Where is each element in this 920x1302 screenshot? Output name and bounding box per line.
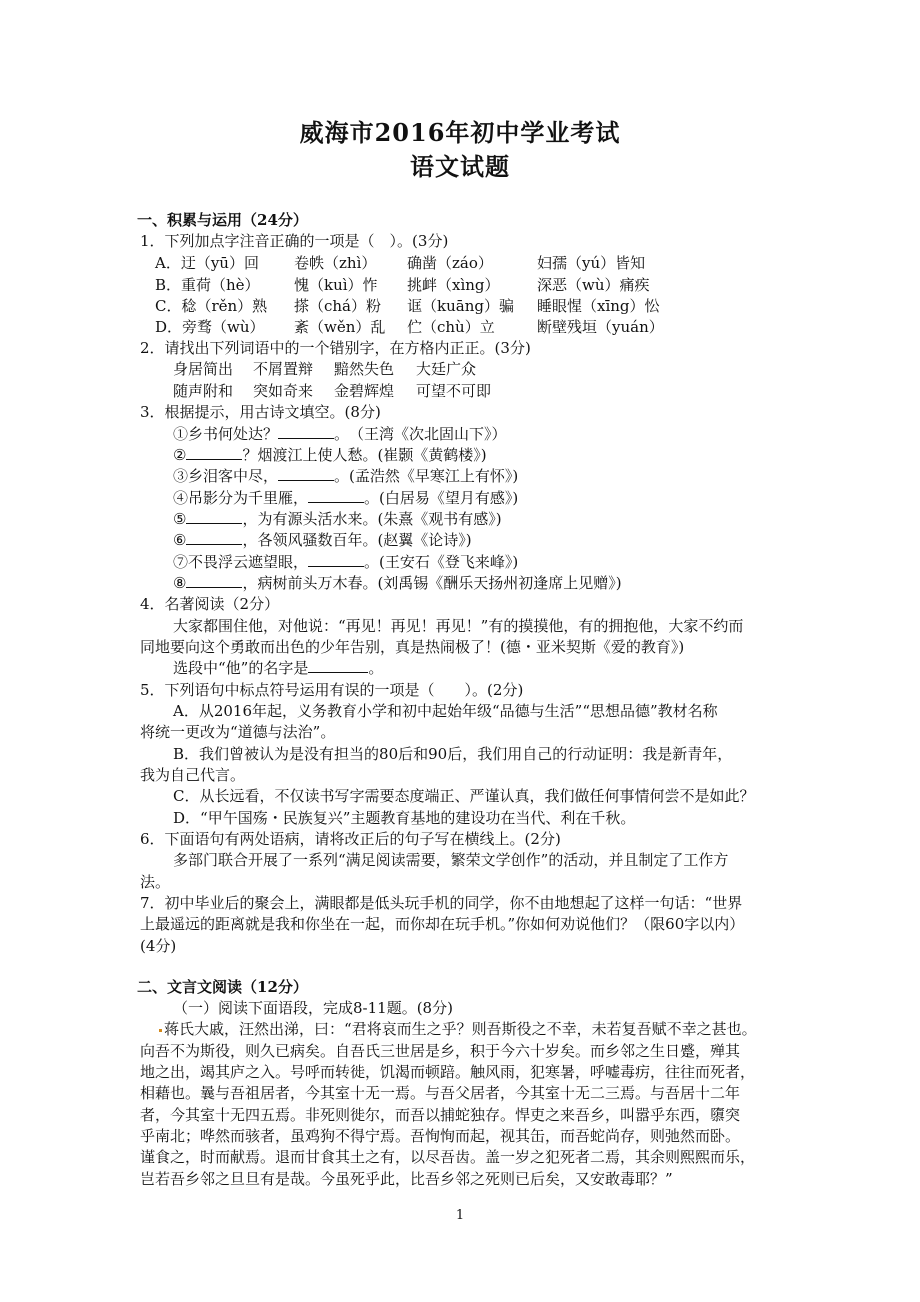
exam-subtitle: 语文试题 xyxy=(410,152,510,181)
q6-stem: 6．下面语句有两处语病，请将改正后的句子写在横线上。(2分) xyxy=(140,830,561,848)
q2-word: 大廷广众 xyxy=(416,360,477,378)
answer-blank[interactable] xyxy=(308,488,364,503)
q1-c-3: 诓（kuāng）骗 xyxy=(407,297,514,315)
q3-item-text: ①乡书何处达？ xyxy=(173,425,279,443)
q1-c-1: C．稔（rěn）熟 xyxy=(155,297,268,315)
q2-word: 身居简出 xyxy=(173,360,234,378)
q2-word: 金碧辉煌 xyxy=(334,382,395,400)
section-1-heading: 一、积累与运用（24分） xyxy=(137,211,308,229)
q2-word: 可望不可即 xyxy=(416,382,492,400)
q6-sentence: 多部门联合开展了一系列“满足阅读需要，繁荣文学创作”的活动，并且制定了工作方 xyxy=(173,851,729,869)
passage-line: 谨食之，时而献焉。退而甘食其土之有，以尽吾齿。盖一岁之犯死者二焉，其余则熙熙而乐， xyxy=(140,1148,756,1166)
q3-item-text: ⑤ xyxy=(173,510,187,528)
q3-item-text: ⑥ xyxy=(173,531,187,549)
q3-item-7 xyxy=(173,552,518,572)
q4-question xyxy=(173,658,383,678)
q5-stem: 5．下列语句中标点符号运用有误的一项是（ ）。(2分) xyxy=(140,681,524,699)
q3-stem: 3．根据提示，用古诗文填空。(8分) xyxy=(140,403,381,421)
q3-item-text: ，各领风骚数百年。(赵翼《论诗》) xyxy=(242,531,472,549)
q4-question-text: 选段中“他”的名字是 xyxy=(173,659,309,677)
q3-item-4 xyxy=(173,488,518,508)
passage-line-1 xyxy=(157,1019,757,1039)
q1-b-2: 愧（kuì）怍 xyxy=(294,276,378,294)
q2-word: 不屑置辩 xyxy=(253,360,314,378)
q1-stem: 1．下列加点字注音正确的一项是（ ）。(3分) xyxy=(140,232,449,250)
q3-item-8 xyxy=(173,573,622,593)
q5-option-d: D．“甲午国殇・民族复兴”主题教育基地的建设功在当代、利在千秋。 xyxy=(173,809,636,827)
passage-text: 蒋氏大戚，汪然出涕，曰：“君将哀而生之乎？则吾斯役之不幸，未若复吾赋不幸之甚也。 xyxy=(164,1020,757,1038)
q1-d-1: D．旁骛（wù） xyxy=(155,318,265,336)
q5-option-b: B．我们曾被认为是没有担当的80后和90后，我们用自己的行动证明：我是新青年， xyxy=(173,745,733,763)
passage-line: 地之出，竭其庐之入。号呼而转徙，饥渴而顿踣。触风雨，犯寒暑，呼嘘毒疠，往往而死者， xyxy=(140,1063,756,1081)
q3-item-text: 。(王安石《登飞来峰》) xyxy=(364,553,519,571)
q3-item-text: ，病树前头万木春。(刘禹锡《酬乐天扬州初逢席上见赠》) xyxy=(242,574,622,592)
answer-blank[interactable] xyxy=(186,445,242,460)
q2-word: 突如奇来 xyxy=(253,382,314,400)
q2-word: 黯然失色 xyxy=(334,360,395,378)
q7-line: 7．初中毕业后的聚会上，满眼都是低头玩手机的同学，你不由地想起了这样一句话：“世界 xyxy=(140,894,743,912)
section-2-subheading: （一）阅读下面语段，完成8-11题。(8分) xyxy=(173,999,453,1017)
answer-blank[interactable] xyxy=(278,466,334,481)
q1-a-2: 卷帙（zhì） xyxy=(294,254,377,272)
q3-item-1 xyxy=(173,424,507,444)
q3-item-5 xyxy=(173,509,502,529)
q4-stem: 4．名著阅读（2分） xyxy=(140,595,280,613)
passage-line: 乎南北；哗然而骇者，虽鸡狗不得宁焉。吾恂恂而起，视其缶，而吾蛇尚存，则弛然而卧。 xyxy=(140,1127,741,1145)
q6-sentence-cont: 法。 xyxy=(140,873,171,891)
q5-option-c: C．从长远看，不仅读书写字需要态度端正、严谨认真，我们做任何事情何尝不是如此？ xyxy=(173,787,755,805)
q7-line: (4分) xyxy=(140,937,177,955)
q3-item-text: ③乡泪客中尽， xyxy=(173,467,279,485)
q3-item-text: ② xyxy=(173,446,187,464)
page-number: 1 xyxy=(455,1208,465,1223)
q4-passage-line: 大家都围住他，对他说：“再见！再见！再见！”有的摸摸他，有的拥抱他，大家不约而 xyxy=(173,617,744,635)
q3-item-text: 。 （王湾《次北固山下》） xyxy=(334,425,507,443)
answer-blank[interactable] xyxy=(308,552,364,567)
exam-title: 威海市2016年初中学业考试 xyxy=(299,118,621,147)
bullet-dot xyxy=(159,1029,162,1032)
passage-line: 相藉也。曩与吾祖居者，今其室十无一焉。与吾父居者，今其室十无二三焉。与吾居十二年 xyxy=(140,1084,741,1102)
q3-item-text: ⑧ xyxy=(173,574,187,592)
q3-item-6 xyxy=(173,530,472,550)
q2-stem: 2．请找出下列词语中的一个错别字，在方格内正正。(3分) xyxy=(140,339,531,357)
q3-item-text: 。(孟浩然《早寒江上有怀》) xyxy=(334,467,519,485)
section-2-heading: 二、文言文阅读（12分） xyxy=(137,978,308,996)
q1-a-4: 妇孺（yú）皆知 xyxy=(537,254,646,272)
answer-blank[interactable] xyxy=(278,424,334,439)
q3-item-3 xyxy=(173,466,518,486)
q3-item-text: 。(白居易《望月有感》) xyxy=(364,489,519,507)
q2-word: 随声附和 xyxy=(173,382,234,400)
q1-d-3: 伫（chù）立 xyxy=(407,318,495,336)
answer-blank[interactable] xyxy=(186,530,242,545)
passage-line: 者，今其室十无四五焉。非死则徙尔，而吾以捕蛇独存。悍吏之来吾乡，叫嚣乎东西，隳突 xyxy=(140,1106,741,1124)
q5-option-a: A．从2016年起，义务教育小学和初中起始年级“品德与生活”“思想品德”教材名称 xyxy=(173,702,718,720)
q1-a-1: A．迂（yū）回 xyxy=(155,254,259,272)
q7-line: 上最遥远的距离就是我和你坐在一起，而你却在玩手机。”你如何劝说他们？（限60字以内） xyxy=(140,915,745,933)
q1-d-4: 断壁残垣（yuán） xyxy=(537,318,664,336)
answer-blank[interactable] xyxy=(186,573,242,588)
q4-passage-line: 同地要向这个勇敢而出色的少年告别，真是热闹极了！(德・亚米契斯《爱的教育》) xyxy=(140,638,685,656)
q3-item-2 xyxy=(173,445,487,465)
q3-item-text: ⑦不畏浮云遮望眼， xyxy=(173,553,309,571)
q1-b-1: B．重荷（hè） xyxy=(155,276,260,294)
q1-c-2: 搽（chá）粉 xyxy=(294,297,382,315)
q1-d-2: 紊（wěn）乱 xyxy=(294,318,386,336)
passage-line: 向吾不为斯役，则久已病矣。自吾氏三世居是乡，积于今六十岁矣。而乡邻之生日蹙，殚其 xyxy=(140,1042,741,1060)
answer-blank[interactable] xyxy=(186,509,242,524)
q1-b-3: 挑衅（xìng） xyxy=(407,276,500,294)
q5-option-a-cont: 将统一更改为“道德与法治”。 xyxy=(140,723,336,741)
q4-question-text: 。 xyxy=(368,659,384,677)
q1-a-3: 确凿（záo） xyxy=(407,254,493,272)
q3-item-text: ④吊影分为千里雁， xyxy=(173,489,309,507)
q1-c-4: 睡眼惺（xīng）忪 xyxy=(537,297,660,315)
q3-item-text: ，为有源头活水来。(朱熹《观书有感》) xyxy=(242,510,502,528)
answer-blank[interactable] xyxy=(308,658,368,673)
q1-b-4: 深恶（wù）痛疾 xyxy=(537,276,650,294)
q3-item-text: ？烟渡江上使人愁。(崔颢《黄鹤楼》) xyxy=(242,446,487,464)
passage-line: 岂若吾乡邻之旦旦有是哉。今虽死乎此，比吾乡邻之死则已后矣，又安敢毒耶？” xyxy=(140,1170,673,1188)
q5-option-b-cont: 我为自己代言。 xyxy=(140,766,246,784)
